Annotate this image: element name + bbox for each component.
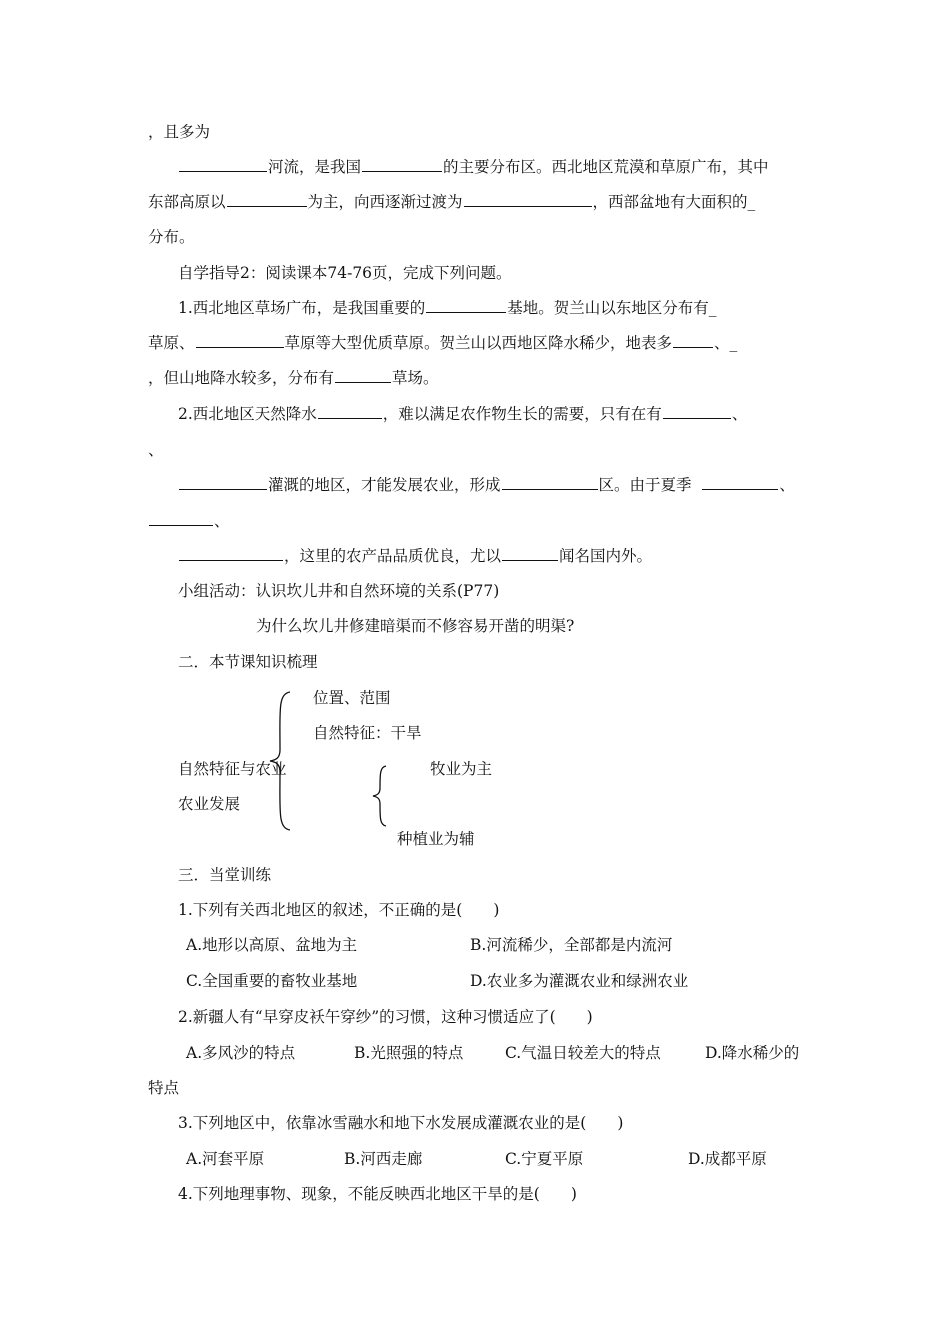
question-2: 2.新疆人有“早穿皮袄午穿纱”的习惯，这种习惯适应了( ) bbox=[178, 1008, 593, 1026]
blank[interactable] bbox=[335, 368, 391, 383]
q3-option-a[interactable]: A.河套平原 bbox=[186, 1150, 265, 1168]
q1-option-d[interactable]: D.农业多为灌溉农业和绿洲农业 bbox=[470, 972, 689, 990]
q1-option-b[interactable]: B.河流稀少，全部都是内流河 bbox=[470, 936, 673, 954]
q2-option-b[interactable]: B.光照强的特点 bbox=[354, 1044, 464, 1062]
text-line-3: 东部高原以 为主，向西逐渐过渡为 ，西部盆地有大面积的_ bbox=[148, 193, 756, 211]
blank[interactable] bbox=[362, 157, 442, 172]
q3-option-b[interactable]: B.河西走廊 bbox=[344, 1150, 423, 1168]
q2-option-c[interactable]: C.气温日较差大的特点 bbox=[505, 1044, 661, 1062]
text-line-13: ，这里的农产品品质优良，尤以 闻名国内外。 bbox=[178, 546, 652, 566]
group-activity: 小组活动：认识坎儿井和自然环境的关系(P77) bbox=[178, 582, 500, 600]
q2-option-d-cont: 特点 bbox=[148, 1079, 180, 1097]
q3-option-d[interactable]: D.成都平原 bbox=[688, 1150, 767, 1168]
text-line-2: 河流，是我国 的主要分布区。西北地区荒漠和草原广布，其中 bbox=[178, 157, 769, 177]
outline-root-2: 农业发展 bbox=[178, 795, 241, 813]
q1-option-a[interactable]: A.地形以高原、盆地为主 bbox=[186, 936, 358, 954]
blank[interactable] bbox=[227, 192, 307, 207]
blank[interactable] bbox=[673, 333, 713, 348]
section-3-heading: 三．当堂训练 bbox=[178, 866, 272, 884]
text-line-12: 、 bbox=[148, 511, 230, 531]
outline-brace-small bbox=[368, 764, 392, 828]
text-line-4: 分布。 bbox=[148, 228, 195, 246]
outline-branch-1: 位置、范围 bbox=[313, 689, 391, 707]
q2-option-a[interactable]: A.多风沙的特点 bbox=[186, 1044, 296, 1062]
activity-question: 为什么坎儿井修建暗渠而不修容易开凿的明渠? bbox=[256, 617, 575, 635]
text-line-1: ，且多为 bbox=[148, 123, 211, 141]
section-2-heading: 二．本节课知识梳理 bbox=[178, 653, 318, 671]
text-line-10: 、 bbox=[148, 441, 164, 459]
blank[interactable] bbox=[464, 192, 592, 207]
outline-root: 自然特征与农业 bbox=[178, 760, 287, 778]
blank[interactable] bbox=[426, 298, 506, 313]
blank[interactable] bbox=[663, 404, 731, 419]
blank[interactable] bbox=[196, 333, 284, 348]
text-line-8: ，但山地降水较多，分布有 草场。 bbox=[148, 369, 439, 387]
blank[interactable] bbox=[318, 404, 382, 419]
blank[interactable] bbox=[179, 475, 267, 490]
question-3: 3.下列地区中，依靠冰雪融水和地下水发展成灌溉农业的是( ) bbox=[178, 1114, 624, 1132]
outline-branch-2: 自然特征：干旱 bbox=[313, 724, 422, 742]
outline-sub-1: 牧业为主 bbox=[430, 760, 493, 778]
text-line-7: 草原、 草原等大型优质草原。贺兰山以西地区降水稀少，地表多 、_ bbox=[148, 334, 738, 352]
blank[interactable] bbox=[502, 475, 598, 490]
text-line-11: 灌溉的地区，才能发展农业，形成 区。由于夏季 、 bbox=[178, 475, 795, 495]
blank[interactable] bbox=[179, 157, 267, 172]
blank[interactable] bbox=[702, 475, 778, 490]
blank[interactable] bbox=[149, 511, 213, 526]
outline-sub-2: 种植业为辅 bbox=[397, 830, 475, 848]
question-1: 1.下列有关西北地区的叙述，不正确的是( ) bbox=[178, 901, 500, 919]
question-4: 4.下列地理事物、现象，不能反映西北地区干旱的是( ) bbox=[178, 1185, 577, 1203]
q3-option-c[interactable]: C.宁夏平原 bbox=[505, 1150, 584, 1168]
text-line-6: 1.西北地区草场广布，是我国重要的 基地。贺兰山以东地区分布有_ bbox=[178, 299, 717, 317]
blank[interactable] bbox=[179, 546, 283, 561]
q1-option-c[interactable]: C.全国重要的畜牧业基地 bbox=[186, 972, 358, 990]
blank[interactable] bbox=[502, 546, 558, 561]
text-line-9: 2.西北地区天然降水 ，难以满足农作物生长的需要，只有在有 、 bbox=[178, 405, 748, 423]
outline-brace-large bbox=[262, 690, 296, 832]
q2-option-d[interactable]: D.降水稀少的 bbox=[705, 1044, 800, 1062]
guide-2-heading: 自学指导2：阅读课本74-76页，完成下列问题。 bbox=[178, 264, 512, 282]
